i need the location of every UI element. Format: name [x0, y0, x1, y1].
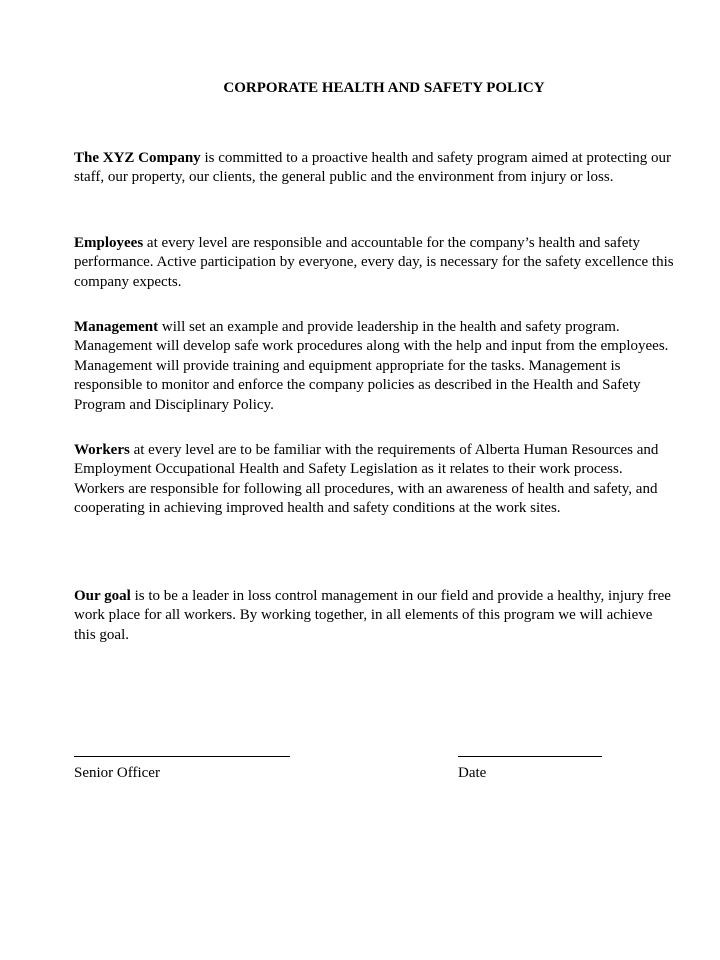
paragraph-lead: Workers — [74, 442, 130, 458]
signature-label-officer: Senior Officer — [74, 765, 160, 781]
paragraph-goal — [74, 587, 674, 645]
paragraph-text: is to be a leader in loss control management in our field and provide a healthy, injury free work place for all workers. By working together, in all elements of this program we will achieve this goal. — [74, 588, 671, 643]
paragraph-text: at every level are responsible and accountable for the company’s health and safety performance. Active participation by everyone, every day, is necessary for the safety excellence this company expects. — [74, 235, 674, 290]
document-title: CORPORATE HEALTH AND SAFETY POLICY — [223, 80, 545, 96]
paragraph-employees — [74, 234, 674, 292]
paragraph-lead: Employees — [74, 235, 144, 251]
signature-line-date — [458, 756, 602, 757]
paragraph-text: will set an example and provide leadership in the health and safety program. Management will develop safe work procedures along with the help and input from the employees. Management will provide training and equipment appropriate for the tasks. Management is responsible to monitor and enforce the company policies as described in the Health and Safety Program and Disciplinary Policy. — [74, 319, 669, 413]
paragraph-lead: The XYZ Company — [74, 150, 201, 166]
paragraph-company — [74, 149, 674, 188]
paragraph-text: at every level are to be familiar with the requirements of Alberta Human Resources and Employment Occupational Health and Safety Legislation as it relates to their work process. Workers are responsible for following all procedures, with an awareness of health and safety, and cooperating in achieving improved health and safety conditions at the work sites. — [74, 442, 659, 517]
paragraph-management — [74, 318, 674, 415]
paragraph-workers — [74, 441, 674, 519]
paragraph-lead: Management — [74, 319, 159, 335]
paragraph-lead: Our goal — [74, 588, 131, 604]
paragraph-text: is committed to a proactive health and safety program aimed at protecting our staff, our property, our clients, the general public and the environment from injury or loss. — [74, 150, 671, 186]
signature-label-date: Date — [458, 765, 487, 781]
signature-line-officer — [74, 756, 290, 757]
